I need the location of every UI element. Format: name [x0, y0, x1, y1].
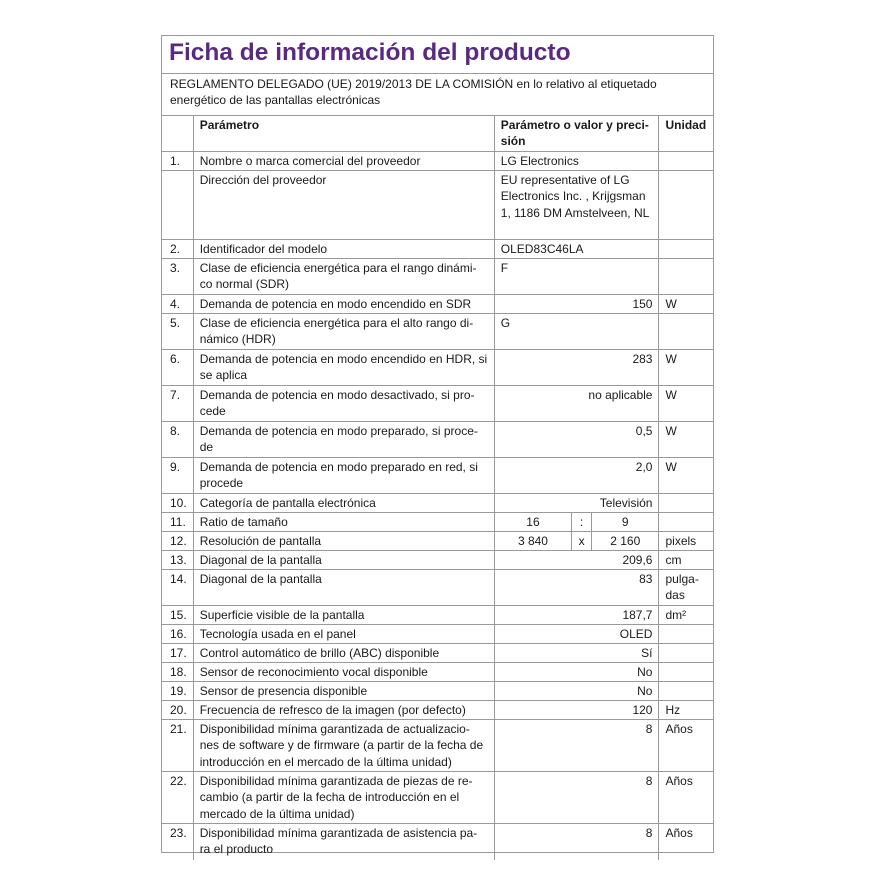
row-number: 3.	[162, 259, 193, 295]
header-parameter: Parámetro	[193, 116, 494, 152]
row-unit	[659, 152, 713, 171]
row-value: 8	[494, 824, 659, 860]
row-unit: Años	[659, 720, 713, 772]
header-unit: Unidad	[659, 116, 713, 152]
row-number: 12.	[162, 532, 193, 551]
row-parameter: Disponibilidad mínima garantizada de actualizacio-nes de software y de firmware (a partir de la fecha de introducción en el mercado de la última unidad)	[193, 720, 494, 772]
row-value: 2,0	[494, 458, 659, 494]
row-value-first: 16	[494, 513, 571, 532]
row-unit	[659, 644, 713, 663]
row-unit: pulga-das	[659, 570, 713, 606]
row-parameter: Demanda de potencia en modo preparado en red, si procede	[193, 458, 494, 494]
table-row	[162, 314, 713, 350]
table-row	[162, 682, 713, 701]
row-value: 8	[494, 772, 659, 824]
product-info-table	[162, 115, 713, 860]
row-number: 1.	[162, 152, 193, 171]
row-value: Sí	[494, 644, 659, 663]
row-parameter: Sensor de reconocimiento vocal disponible	[193, 663, 494, 682]
row-number: 9.	[162, 458, 193, 494]
table-row	[162, 295, 713, 314]
regulation-text: REGLAMENTO DELEGADO (UE) 2019/2013 DE LA COMISIÓN en lo relativo al etiquetado energético de las pantallas electrónicas	[162, 73, 713, 115]
row-parameter: Diagonal de la pantalla	[193, 551, 494, 570]
product-info-sheet	[161, 35, 714, 857]
row-number	[162, 171, 193, 240]
row-value: 8	[494, 720, 659, 772]
row-parameter: Disponibilidad mínima garantizada de piezas de re-cambio (a partir de la fecha de introducción en el mercado de la última unidad)	[193, 772, 494, 824]
row-number: 8.	[162, 422, 193, 458]
table-row	[162, 720, 713, 772]
table-row	[162, 551, 713, 570]
row-unit	[659, 259, 713, 295]
table-row	[162, 606, 713, 625]
row-number: 13.	[162, 551, 193, 570]
row-value: 209,6	[494, 551, 659, 570]
row-parameter: Superficie visible de la pantalla	[193, 606, 494, 625]
row-number: 10.	[162, 494, 193, 513]
row-parameter: Categoría de pantalla electrónica	[193, 494, 494, 513]
row-number: 5.	[162, 314, 193, 350]
table-row	[162, 494, 713, 513]
row-parameter: Clase de eficiencia energética para el alto rango di-námico (HDR)	[193, 314, 494, 350]
table-header-row	[162, 116, 713, 152]
table-row	[162, 532, 713, 551]
row-unit: W	[659, 295, 713, 314]
row-number: 19.	[162, 682, 193, 701]
row-unit	[659, 314, 713, 350]
row-number: 18.	[162, 663, 193, 682]
row-parameter: Identificador del modelo	[193, 240, 494, 259]
row-number: 16.	[162, 625, 193, 644]
header-value: Parámetro o valor y preci-sión	[494, 116, 659, 152]
row-parameter: Disponibilidad mínima garantizada de asistencia pa-ra el producto	[193, 824, 494, 860]
row-unit: W	[659, 422, 713, 458]
table-row	[162, 240, 713, 259]
row-parameter: Nombre o marca comercial del proveedor	[193, 152, 494, 171]
row-unit	[659, 663, 713, 682]
row-value: Televisión	[494, 494, 659, 513]
row-unit: Hz	[659, 701, 713, 720]
row-unit	[659, 513, 713, 532]
row-parameter: Clase de eficiencia energética para el rango dinámi-co normal (SDR)	[193, 259, 494, 295]
row-value: 83	[494, 570, 659, 606]
row-value: EU representative of LG Electronics Inc. , Krijgsman 1, 1186 DM Amstelveen, NL	[494, 171, 659, 240]
row-number: 17.	[162, 644, 193, 663]
row-number: 14.	[162, 570, 193, 606]
row-parameter: Dirección del proveedor	[193, 171, 494, 240]
row-value: 120	[494, 701, 659, 720]
row-value-separator: :	[572, 513, 592, 532]
row-value-second: 9	[592, 513, 659, 532]
row-number: 2.	[162, 240, 193, 259]
row-value: LG Electronics	[494, 152, 659, 171]
row-number: 21.	[162, 720, 193, 772]
row-value: no aplicable	[494, 386, 659, 422]
row-number: 6.	[162, 350, 193, 386]
row-value: 150	[494, 295, 659, 314]
row-parameter: Resolución de pantalla	[193, 532, 494, 551]
table-row	[162, 625, 713, 644]
row-number: 15.	[162, 606, 193, 625]
row-unit: W	[659, 458, 713, 494]
row-value: No	[494, 663, 659, 682]
row-value: G	[494, 314, 659, 350]
row-unit	[659, 240, 713, 259]
row-parameter: Sensor de presencia disponible	[193, 682, 494, 701]
row-parameter: Demanda de potencia en modo encendido en HDR, si se aplica	[193, 350, 494, 386]
row-value-separator: x	[572, 532, 592, 551]
row-parameter: Demanda de potencia en modo desactivado, si pro-cede	[193, 386, 494, 422]
row-value: No	[494, 682, 659, 701]
table-row	[162, 772, 713, 824]
row-parameter: Tecnología usada en el panel	[193, 625, 494, 644]
table-row	[162, 824, 713, 860]
row-value: F	[494, 259, 659, 295]
row-unit	[659, 171, 713, 240]
row-parameter: Diagonal de la pantalla	[193, 570, 494, 606]
row-value: 187,7	[494, 606, 659, 625]
row-unit: cm	[659, 551, 713, 570]
row-value-second: 2 160	[592, 532, 659, 551]
table-row	[162, 259, 713, 295]
page-title: Ficha de información del producto	[169, 39, 571, 66]
row-parameter: Frecuencia de refresco de la imagen (por defecto)	[193, 701, 494, 720]
row-parameter: Demanda de potencia en modo preparado, si proce-de	[193, 422, 494, 458]
table-row	[162, 570, 713, 606]
row-unit: W	[659, 350, 713, 386]
row-number: 20.	[162, 701, 193, 720]
row-parameter: Ratio de tamaño	[193, 513, 494, 532]
table-row	[162, 152, 713, 171]
row-unit	[659, 625, 713, 644]
row-parameter: Demanda de potencia en modo encendido en SDR	[193, 295, 494, 314]
row-value: 283	[494, 350, 659, 386]
row-value: OLED83C46LA	[494, 240, 659, 259]
row-number: 23.	[162, 824, 193, 860]
table-row	[162, 644, 713, 663]
table-row	[162, 350, 713, 386]
row-number: 11.	[162, 513, 193, 532]
table-row	[162, 701, 713, 720]
table-row	[162, 386, 713, 422]
row-value-first: 3 840	[494, 532, 571, 551]
row-number: 4.	[162, 295, 193, 314]
table-row	[162, 663, 713, 682]
row-unit: W	[659, 386, 713, 422]
row-value: 0,5	[494, 422, 659, 458]
row-unit	[659, 494, 713, 513]
header-num	[162, 116, 193, 152]
row-number: 7.	[162, 386, 193, 422]
table-row	[162, 171, 713, 240]
row-unit: pixels	[659, 532, 713, 551]
row-parameter: Control automático de brillo (ABC) disponible	[193, 644, 494, 663]
row-unit: dm²	[659, 606, 713, 625]
row-number: 22.	[162, 772, 193, 824]
row-value: OLED	[494, 625, 659, 644]
table-row	[162, 422, 713, 458]
row-unit: Años	[659, 824, 713, 860]
table-row	[162, 513, 713, 532]
row-unit	[659, 682, 713, 701]
row-unit: Años	[659, 772, 713, 824]
table-row	[162, 458, 713, 494]
